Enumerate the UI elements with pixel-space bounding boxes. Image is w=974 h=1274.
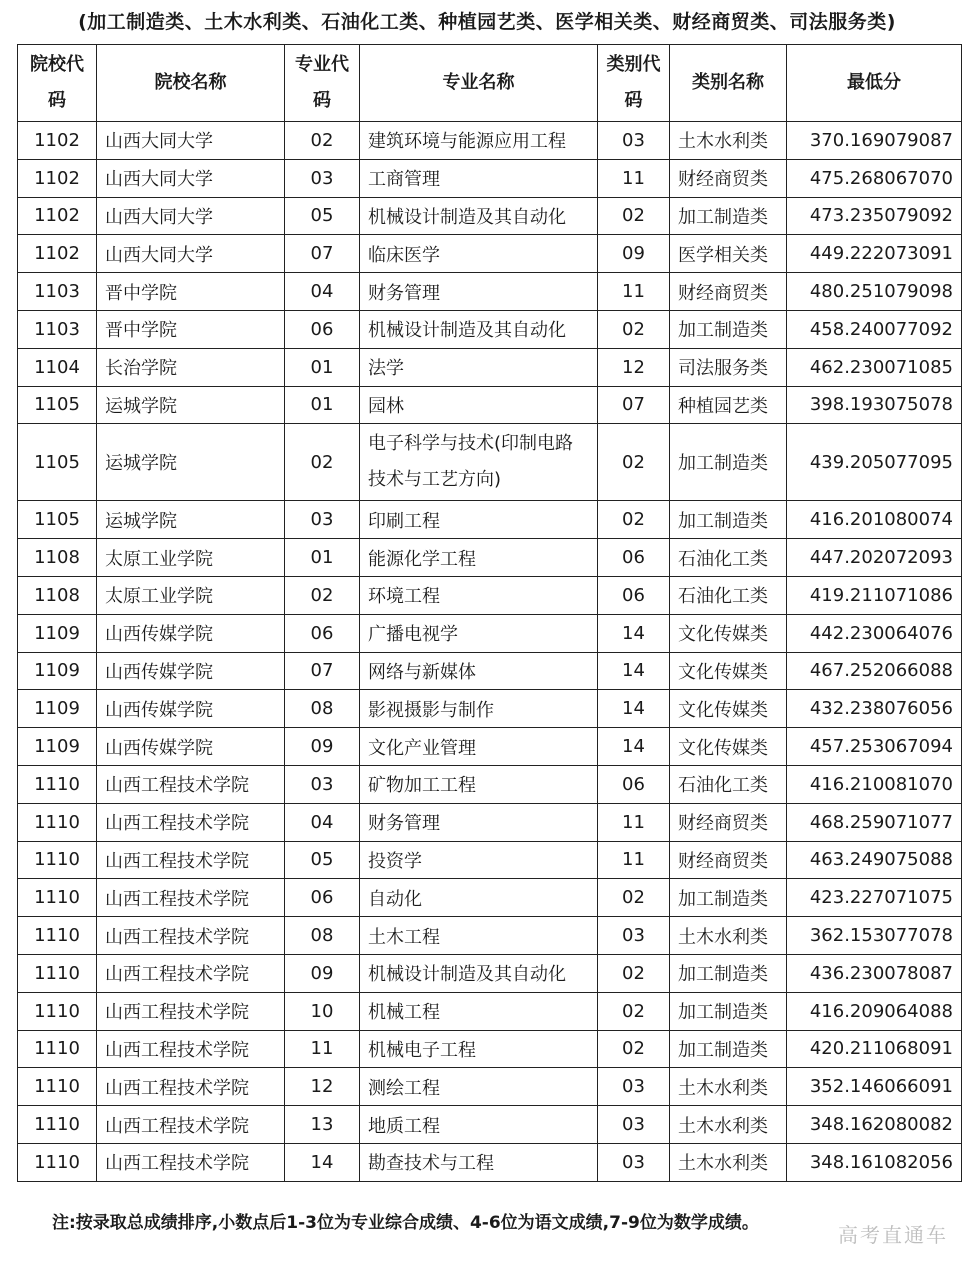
cell-min-score: 458.240077092 <box>787 310 962 348</box>
table-row <box>18 1106 962 1144</box>
cell-major-name: 测绘工程 <box>360 1068 598 1106</box>
cell-school-name: 山西工程技术学院 <box>97 765 285 803</box>
cell-category-name: 土木水利类 <box>670 122 787 160</box>
cell-category-code: 07 <box>598 386 670 424</box>
cell-min-score: 370.169079087 <box>787 122 962 160</box>
table-row <box>18 386 962 424</box>
cell-major-name: 法学 <box>360 348 598 386</box>
cell-school-name: 山西工程技术学院 <box>97 1106 285 1144</box>
cell-category-code: 03 <box>598 917 670 955</box>
cell-major-name: 机械设计制造及其自动化 <box>360 954 598 992</box>
cell-category-code: 02 <box>598 501 670 539</box>
table-row <box>18 954 962 992</box>
cell-category-code: 14 <box>598 728 670 766</box>
cell-school-name: 晋中学院 <box>97 273 285 311</box>
cell-category-name: 加工制造类 <box>670 197 787 235</box>
table-row <box>18 310 962 348</box>
cell-school-code: 1102 <box>18 122 97 160</box>
cell-category-name: 财经商贸类 <box>670 803 787 841</box>
cell-school-name: 运城学院 <box>97 386 285 424</box>
cell-school-name: 山西大同大学 <box>97 235 285 273</box>
cell-category-code: 02 <box>598 1030 670 1068</box>
cell-category-code: 14 <box>598 652 670 690</box>
cell-school-code: 1109 <box>18 690 97 728</box>
cell-major-name: 机械工程 <box>360 992 598 1030</box>
table-row <box>18 501 962 539</box>
cell-category-code: 06 <box>598 539 670 577</box>
cell-major-code: 04 <box>285 273 360 311</box>
table-row <box>18 652 962 690</box>
table-row <box>18 614 962 652</box>
cell-category-name: 文化传媒类 <box>670 614 787 652</box>
cell-category-name: 加工制造类 <box>670 424 787 501</box>
cell-major-code: 01 <box>285 539 360 577</box>
cell-major-code: 06 <box>285 879 360 917</box>
cell-major-code: 13 <box>285 1106 360 1144</box>
cell-min-score: 423.227071075 <box>787 879 962 917</box>
cell-major-name: 机械电子工程 <box>360 1030 598 1068</box>
cell-school-name: 山西大同大学 <box>97 159 285 197</box>
cell-major-name: 印刷工程 <box>360 501 598 539</box>
table-row <box>18 690 962 728</box>
cell-school-code: 1103 <box>18 273 97 311</box>
cell-major-code: 07 <box>285 652 360 690</box>
cell-min-score: 439.205077095 <box>787 424 962 501</box>
cell-min-score: 436.230078087 <box>787 954 962 992</box>
cell-major-code: 01 <box>285 348 360 386</box>
cell-min-score: 416.209064088 <box>787 992 962 1030</box>
cell-min-score: 348.161082056 <box>787 1143 962 1181</box>
admission-score-table <box>17 44 962 1182</box>
cell-category-code: 11 <box>598 803 670 841</box>
table-row <box>18 917 962 955</box>
cell-major-name: 勘查技术与工程 <box>360 1143 598 1181</box>
cell-min-score: 475.268067070 <box>787 159 962 197</box>
cell-category-code: 11 <box>598 159 670 197</box>
cell-category-name: 土木水利类 <box>670 1106 787 1144</box>
cell-school-code: 1108 <box>18 576 97 614</box>
table-row <box>18 841 962 879</box>
cell-school-name: 太原工业学院 <box>97 539 285 577</box>
table-row <box>18 273 962 311</box>
cell-min-score: 480.251079098 <box>787 273 962 311</box>
cell-category-code: 09 <box>598 235 670 273</box>
cell-major-code: 11 <box>285 1030 360 1068</box>
cell-school-name: 山西工程技术学院 <box>97 1068 285 1106</box>
cell-major-name: 园林 <box>360 386 598 424</box>
cell-major-name: 机械设计制造及其自动化 <box>360 310 598 348</box>
cell-major-code: 03 <box>285 501 360 539</box>
cell-major-code: 09 <box>285 954 360 992</box>
cell-major-code: 04 <box>285 803 360 841</box>
cell-category-name: 医学相关类 <box>670 235 787 273</box>
cell-school-name: 晋中学院 <box>97 310 285 348</box>
cell-category-code: 02 <box>598 879 670 917</box>
cell-major-code: 09 <box>285 728 360 766</box>
footnote: 注:按录取总成绩排序,小数点后1-3位为专业综合成绩、4-6位为语文成绩,7-9位为数学成绩。 <box>52 1213 759 1233</box>
cell-school-code: 1110 <box>18 954 97 992</box>
cell-major-code: 12 <box>285 1068 360 1106</box>
cell-category-name: 加工制造类 <box>670 879 787 917</box>
cell-category-code: 03 <box>598 1143 670 1181</box>
cell-category-code: 12 <box>598 348 670 386</box>
cell-min-score: 442.230064076 <box>787 614 962 652</box>
cell-min-score: 416.201080074 <box>787 501 962 539</box>
cell-category-name: 加工制造类 <box>670 992 787 1030</box>
cell-school-code: 1103 <box>18 310 97 348</box>
table-row <box>18 122 962 160</box>
cell-major-code: 06 <box>285 310 360 348</box>
header-major-name: 专业名称 <box>360 45 598 122</box>
cell-school-code: 1105 <box>18 386 97 424</box>
cell-major-code: 10 <box>285 992 360 1030</box>
cell-major-name: 矿物加工工程 <box>360 765 598 803</box>
table-row <box>18 992 962 1030</box>
cell-major-name: 建筑环境与能源应用工程 <box>360 122 598 160</box>
cell-min-score: 352.146066091 <box>787 1068 962 1106</box>
cell-category-name: 财经商贸类 <box>670 841 787 879</box>
cell-school-name: 山西工程技术学院 <box>97 841 285 879</box>
cell-major-name: 环境工程 <box>360 576 598 614</box>
cell-school-code: 1110 <box>18 803 97 841</box>
cell-min-score: 419.211071086 <box>787 576 962 614</box>
cell-category-name: 石油化工类 <box>670 539 787 577</box>
cell-school-code: 1110 <box>18 1030 97 1068</box>
cell-major-code: 03 <box>285 765 360 803</box>
cell-school-code: 1110 <box>18 879 97 917</box>
cell-category-code: 14 <box>598 614 670 652</box>
cell-major-name: 影视摄影与制作 <box>360 690 598 728</box>
cell-min-score: 447.202072093 <box>787 539 962 577</box>
cell-school-code: 1110 <box>18 1068 97 1106</box>
header-school-name: 院校名称 <box>97 45 285 122</box>
cell-major-code: 14 <box>285 1143 360 1181</box>
cell-school-name: 山西传媒学院 <box>97 728 285 766</box>
cell-major-code: 02 <box>285 576 360 614</box>
cell-major-code: 05 <box>285 841 360 879</box>
cell-school-name: 山西工程技术学院 <box>97 803 285 841</box>
cell-min-score: 462.230071085 <box>787 348 962 386</box>
cell-category-code: 11 <box>598 273 670 311</box>
cell-category-name: 财经商贸类 <box>670 159 787 197</box>
header-category-name: 类别名称 <box>670 45 787 122</box>
cell-school-name: 山西传媒学院 <box>97 614 285 652</box>
cell-min-score: 463.249075088 <box>787 841 962 879</box>
header-school-code: 院校代码 <box>18 45 97 122</box>
cell-min-score: 348.162080082 <box>787 1106 962 1144</box>
table-row <box>18 539 962 577</box>
cell-category-code: 02 <box>598 310 670 348</box>
header-min-score: 最低分 <box>787 45 962 122</box>
cell-category-code: 03 <box>598 122 670 160</box>
cell-major-code: 08 <box>285 917 360 955</box>
header-row <box>18 45 962 122</box>
table-row <box>18 235 962 273</box>
cell-school-code: 1109 <box>18 652 97 690</box>
cell-school-code: 1102 <box>18 159 97 197</box>
cell-school-name: 山西工程技术学院 <box>97 1030 285 1068</box>
cell-major-name: 财务管理 <box>360 803 598 841</box>
cell-major-code: 02 <box>285 424 360 501</box>
cell-category-code: 11 <box>598 841 670 879</box>
cell-category-code: 06 <box>598 765 670 803</box>
table-row <box>18 1068 962 1106</box>
table-row <box>18 1030 962 1068</box>
cell-category-code: 03 <box>598 1106 670 1144</box>
cell-school-name: 山西传媒学院 <box>97 652 285 690</box>
cell-school-code: 1110 <box>18 992 97 1030</box>
cell-category-code: 02 <box>598 197 670 235</box>
cell-min-score: 468.259071077 <box>787 803 962 841</box>
table-row <box>18 197 962 235</box>
header-category-code: 类别代码 <box>598 45 670 122</box>
cell-school-name: 山西大同大学 <box>97 122 285 160</box>
cell-major-name: 电子科学与技术(印制电路技术与工艺方向) <box>360 424 598 501</box>
cell-major-code: 05 <box>285 197 360 235</box>
table-row <box>18 879 962 917</box>
cell-min-score: 432.238076056 <box>787 690 962 728</box>
cell-min-score: 467.252066088 <box>787 652 962 690</box>
cell-category-name: 种植园艺类 <box>670 386 787 424</box>
cell-major-name: 财务管理 <box>360 273 598 311</box>
cell-category-code: 02 <box>598 992 670 1030</box>
cell-school-name: 山西工程技术学院 <box>97 917 285 955</box>
cell-major-name: 文化产业管理 <box>360 728 598 766</box>
cell-category-name: 财经商贸类 <box>670 273 787 311</box>
cell-category-name: 土木水利类 <box>670 917 787 955</box>
table-row <box>18 348 962 386</box>
table-body <box>18 122 962 1182</box>
table-row <box>18 728 962 766</box>
cell-school-code: 1105 <box>18 424 97 501</box>
cell-major-code: 03 <box>285 159 360 197</box>
cell-school-code: 1108 <box>18 539 97 577</box>
cell-school-name: 山西传媒学院 <box>97 690 285 728</box>
cell-school-code: 1110 <box>18 1106 97 1144</box>
cell-category-name: 司法服务类 <box>670 348 787 386</box>
cell-category-code: 02 <box>598 954 670 992</box>
cell-category-name: 土木水利类 <box>670 1143 787 1181</box>
cell-major-name: 机械设计制造及其自动化 <box>360 197 598 235</box>
table-row <box>18 765 962 803</box>
cell-major-name: 地质工程 <box>360 1106 598 1144</box>
cell-school-name: 长治学院 <box>97 348 285 386</box>
cell-school-name: 山西工程技术学院 <box>97 1143 285 1181</box>
cell-school-code: 1102 <box>18 235 97 273</box>
cell-major-name: 能源化学工程 <box>360 539 598 577</box>
cell-major-name: 投资学 <box>360 841 598 879</box>
cell-category-code: 14 <box>598 690 670 728</box>
cell-school-code: 1104 <box>18 348 97 386</box>
cell-school-name: 运城学院 <box>97 501 285 539</box>
cell-school-code: 1109 <box>18 614 97 652</box>
cell-school-name: 太原工业学院 <box>97 576 285 614</box>
cell-category-name: 石油化工类 <box>670 576 787 614</box>
cell-major-name: 广播电视学 <box>360 614 598 652</box>
cell-min-score: 449.222073091 <box>787 235 962 273</box>
cell-category-name: 文化传媒类 <box>670 728 787 766</box>
cell-school-name: 山西大同大学 <box>97 197 285 235</box>
cell-category-code: 06 <box>598 576 670 614</box>
cell-min-score: 362.153077078 <box>787 917 962 955</box>
cell-school-code: 1110 <box>18 917 97 955</box>
cell-min-score: 473.235079092 <box>787 197 962 235</box>
cell-major-code: 08 <box>285 690 360 728</box>
cell-major-name: 土木工程 <box>360 917 598 955</box>
cell-school-code: 1110 <box>18 765 97 803</box>
cell-min-score: 420.211068091 <box>787 1030 962 1068</box>
cell-category-name: 文化传媒类 <box>670 690 787 728</box>
table-row <box>18 576 962 614</box>
cell-school-code: 1110 <box>18 1143 97 1181</box>
cell-major-code: 07 <box>285 235 360 273</box>
table-header <box>18 45 962 122</box>
cell-major-name: 临床医学 <box>360 235 598 273</box>
table-row <box>18 424 962 501</box>
cell-category-name: 加工制造类 <box>670 1030 787 1068</box>
header-major-code: 专业代码 <box>285 45 360 122</box>
watermark: 高考直通车 <box>838 1223 948 1247</box>
cell-major-name: 网络与新媒体 <box>360 652 598 690</box>
table-row <box>18 1143 962 1181</box>
table-row <box>18 803 962 841</box>
cell-school-name: 山西工程技术学院 <box>97 954 285 992</box>
cell-major-code: 06 <box>285 614 360 652</box>
cell-major-code: 01 <box>285 386 360 424</box>
cell-category-code: 03 <box>598 1068 670 1106</box>
page-title: (加工制造类、土木水利类、石油化工类、种植园艺类、医学相关类、财经商贸类、司法服务类) <box>78 11 896 33</box>
cell-min-score: 398.193075078 <box>787 386 962 424</box>
cell-category-name: 文化传媒类 <box>670 652 787 690</box>
cell-major-code: 02 <box>285 122 360 160</box>
cell-category-name: 加工制造类 <box>670 310 787 348</box>
cell-school-code: 1105 <box>18 501 97 539</box>
cell-major-name: 工商管理 <box>360 159 598 197</box>
cell-category-name: 土木水利类 <box>670 1068 787 1106</box>
cell-category-name: 石油化工类 <box>670 765 787 803</box>
cell-school-code: 1102 <box>18 197 97 235</box>
cell-category-code: 02 <box>598 424 670 501</box>
cell-category-name: 加工制造类 <box>670 954 787 992</box>
cell-min-score: 457.253067094 <box>787 728 962 766</box>
cell-min-score: 416.210081070 <box>787 765 962 803</box>
cell-school-name: 山西工程技术学院 <box>97 879 285 917</box>
cell-category-name: 加工制造类 <box>670 501 787 539</box>
cell-major-name: 自动化 <box>360 879 598 917</box>
cell-school-code: 1109 <box>18 728 97 766</box>
cell-school-code: 1110 <box>18 841 97 879</box>
cell-school-name: 运城学院 <box>97 424 285 501</box>
table-row <box>18 159 962 197</box>
cell-school-name: 山西工程技术学院 <box>97 992 285 1030</box>
